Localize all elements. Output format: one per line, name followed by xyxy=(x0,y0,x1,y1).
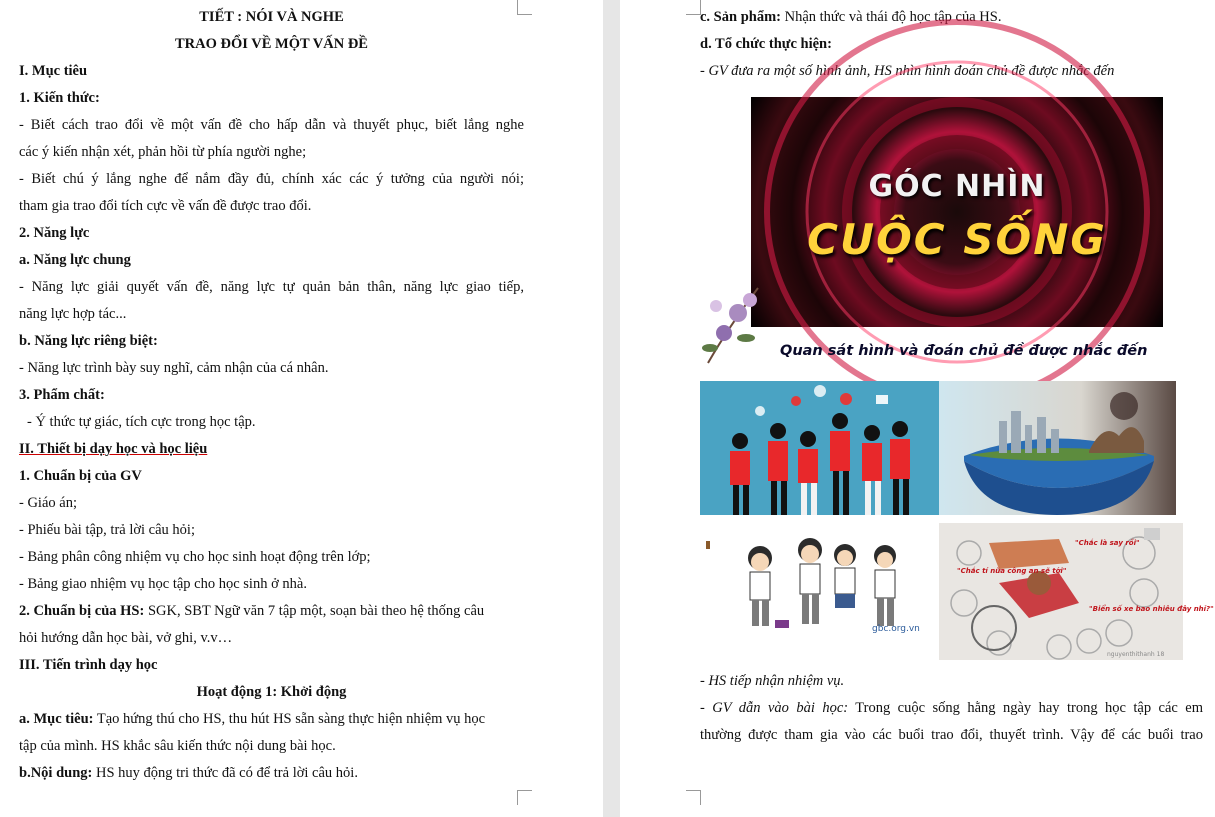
small-marker xyxy=(706,541,710,549)
document-page-right xyxy=(620,0,1215,817)
inline-text: HS huy động tri thức đã có để trả lời câu hỏi. xyxy=(92,765,358,781)
earth-environment-image xyxy=(939,381,1176,515)
subsection-heading: a. Năng lực chung xyxy=(19,252,131,268)
document-page-left xyxy=(0,0,603,817)
inline-label: 2. Chuẩn bị của HS: xyxy=(19,603,145,619)
lesson-title: TIẾT : NÓI VÀ NGHE xyxy=(199,9,344,25)
people-with-phones-graphic xyxy=(700,381,939,515)
paragraph-line: - GV đưa ra một số hình ảnh, HS nhìn hình đoán chủ đề được nhắc đến xyxy=(700,63,1115,79)
lens-rings-graphic xyxy=(751,97,1163,327)
sketch-watermark: nguyenthithanh 18 xyxy=(1107,651,1165,658)
activity-heading: Hoạt động 1: Khởi động xyxy=(196,684,347,700)
social-media-people-illustration xyxy=(700,381,939,515)
sketch-note-1: "Chắc là say rồi" xyxy=(1075,539,1140,547)
paragraph-line: - Biết cách trao đổi về một vấn đề cho hấp dẫn và thuyết phục, biết lắng nghe xyxy=(19,117,524,133)
margin-corner-marker xyxy=(517,790,532,805)
paragraph-line: thường được tham gia vào các buổi trao đổi, thuyết trình. Vậy để các buổi trao xyxy=(700,727,1203,743)
inline-text: Nhận thức và thái độ học tập của HS. xyxy=(780,9,1002,25)
paragraph-line: các ý kiến nhận xét, phản hồi từ phía người nghe; xyxy=(19,144,307,160)
inline-label: b.Nội dung: xyxy=(19,765,93,781)
accident-sketch-graphic xyxy=(939,523,1214,660)
students-cartoon-graphic xyxy=(720,530,920,638)
subsection-heading: 1. Kiến thức: xyxy=(19,90,100,106)
paragraph-line: hỏi hướng dẫn học bài, vở ghi, v.v… xyxy=(19,630,233,646)
inline-label: a. Mục tiêu: xyxy=(19,711,94,727)
paragraph-line: tập của mình. HS khắc sâu kiến thức nội dung bài học. xyxy=(19,738,336,754)
goc-nhin-cuoc-song-banner-image xyxy=(751,97,1163,327)
inline-label: c. Sản phẩm: xyxy=(700,9,781,25)
lesson-subtitle: TRAO ĐỔI VỀ MỘT VẤN ĐỀ xyxy=(175,36,368,52)
banner-line-1: GÓC NHÌN xyxy=(868,169,1046,204)
inline-text: SGK, SBT Ngữ văn 7 tập một, soạn bài theo hệ thống câu xyxy=(144,603,485,619)
margin-corner-marker xyxy=(686,0,701,15)
traffic-accident-sketch-image xyxy=(939,523,1214,660)
inline-text: Trong cuộc sống hằng ngày hay trong học tập các em xyxy=(848,700,1204,716)
paragraph-line xyxy=(700,699,1203,717)
section-heading: II. Thiết bị dạy học và học liệu xyxy=(19,441,208,457)
sketch-note-3: "Biển số xe bao nhiêu đây nhỉ?" xyxy=(1089,605,1214,613)
paragraph-line: - Năng lực trình bày suy nghĩ, cảm nhận của cá nhân. xyxy=(19,360,329,376)
paragraph-line: - Bảng phân công nhiệm vụ cho học sinh hoạt động trên lớp; xyxy=(19,549,371,565)
cartoon-logo-text: gbc.org.vn xyxy=(872,624,920,634)
section-heading: III. Tiến trình dạy học xyxy=(19,657,158,673)
paragraph-line: - HS tiếp nhận nhiệm vụ. xyxy=(700,673,845,689)
paragraph-line: năng lực hợp tác... xyxy=(19,306,127,322)
paragraph-line: tham gia trao đổi tích cực về vấn đề được trao đổi. xyxy=(19,198,312,214)
sketch-note-2: "Chắc tí nữa công an sẽ tới" xyxy=(957,567,1067,575)
paragraph-line xyxy=(19,602,484,620)
paragraph-line xyxy=(19,764,358,782)
paragraph-line: - Năng lực giải quyết vấn đề, năng lực tự quản bản thân, năng lực giao tiếp, xyxy=(19,279,524,295)
paragraph-line: - Bảng giao nhiệm vụ học tập cho học sinh ở nhà. xyxy=(19,576,307,592)
inline-label: - GV dẫn vào bài học: xyxy=(700,700,849,716)
margin-corner-marker xyxy=(686,790,701,805)
students-cartoon-image xyxy=(720,530,920,638)
section-heading: I. Mục tiêu xyxy=(19,63,88,79)
subsection-heading: 2. Năng lực xyxy=(19,225,90,241)
subsection-heading: 3. Phẩm chất: xyxy=(19,387,105,403)
paragraph-line xyxy=(19,710,485,728)
paragraph-line: - Ý thức tự giác, tích cực trong học tập. xyxy=(27,414,256,430)
paragraph-line: - Phiếu bài tập, trả lời câu hỏi; xyxy=(19,522,195,538)
subsection-heading: d. Tổ chức thực hiện: xyxy=(700,36,832,52)
subsection-heading: b. Năng lực riêng biệt: xyxy=(19,333,158,349)
subsection-heading: 1. Chuẩn bị của GV xyxy=(19,468,142,484)
paragraph-line: - Giáo án; xyxy=(19,495,77,511)
banner-caption: Quan sát hình và đoán chủ đề được nhắc đến xyxy=(780,343,1148,359)
banner-line-2: CUỘC SỐNG xyxy=(807,215,1107,264)
paragraph-line: - Biết chú ý lắng nghe để nắm đầy đủ, chính xác các ý tưởng của người nói; xyxy=(19,171,524,187)
flower-decoration xyxy=(698,278,768,368)
earth-city-graphic xyxy=(939,381,1176,515)
inline-text: Tạo hứng thú cho HS, thu hút HS sẵn sàng thực hiện nhiệm vụ học xyxy=(93,711,486,727)
